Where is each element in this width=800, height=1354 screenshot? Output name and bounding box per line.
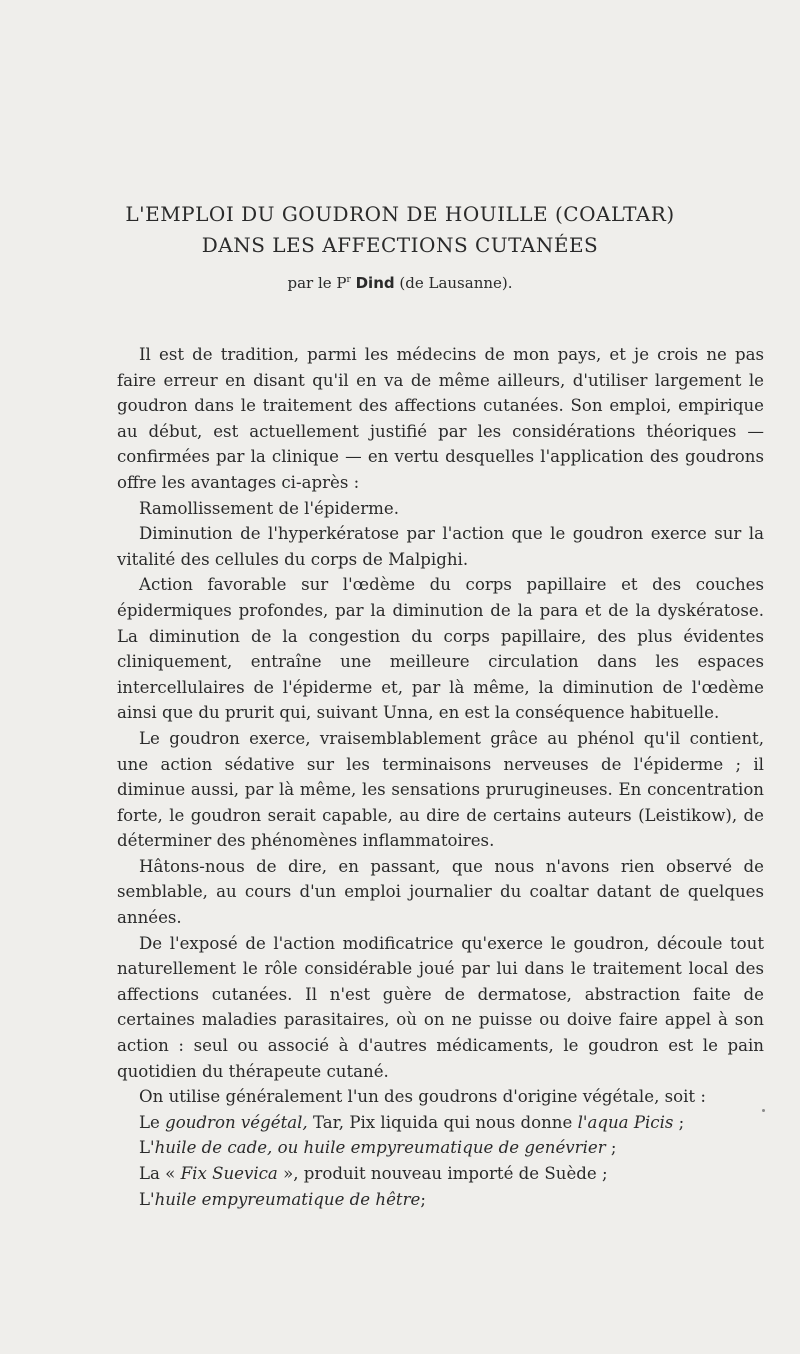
- paragraph: Le goudron exerce, vraisemblablement grâce au phénol qu'il contient, une action sédative sur les terminaisons nerveuses de l'épiderme ; il diminue aussi, par là même, les sensations prurugineuses. En concentration forte, le goudron serait capable, au dire de certains auteurs (Leistikow), de déterminer des phénomènes inflammatoires.: [117, 728, 764, 851]
- paragraph: Hâtons-nous de dire, en passant, que nous n'avons rien observé de semblable, au cours d'un emploi journalier du coaltar datant de quelques années.: [117, 856, 764, 928]
- paragraph: Diminution de l'hyperkératose par l'action que le goudron exerce sur la vitalité des cellules du corps de Malpighi.: [117, 524, 764, 569]
- paragraph: On utilise généralement l'un des goudrons d'origine végétale, soit :: [139, 1087, 706, 1107]
- paragraph: Action favorable sur l'œdème du corps papillaire et des couches épidermiques profondes, par la diminution de la para et de la dyskératose. La diminution de la congestion du corps papillaire, des plus évidentes cliniquement, entraîne une meilleure circulation dans les espaces intercellulaires de l'épiderme et, par là même, la diminution de l'œdème ainsi que du prurit qui, suivant Unna, en est la conséquence habituelle.: [117, 575, 764, 723]
- list-item: L'huile empyreumatique de hêtre;: [139, 1189, 426, 1209]
- list-item: La « Fix Suevica », produit nouveau importé de Suède ;: [139, 1164, 608, 1183]
- paragraph: Il est de tradition, parmi les médecins de mon pays, et je crois ne pas faire erreur en disant qu'il en va de même ailleurs, d'utiliser largement le goudron dans le traitement des affections cutanées. Son emploi, empirique au début, est actuellement justifié par les considérations théoriques — confirmées par la clinique — en vertu desquelles l'application des goudrons offre les avantages ci-après :: [117, 345, 764, 492]
- paragraph: Ramollissement de l'épiderme.: [139, 498, 399, 518]
- paper-speck: [762, 1109, 765, 1112]
- paragraph: De l'exposé de l'action modificatrice qu'exerce le goudron, découle tout naturellement le rôle considérable joué par lui dans le traitement local des affections cutanées. Il n'est guère de dermatose, abstraction faite de certaines maladies parasitaires, où on ne puisse ou doive faire appel à son action : seul ou associé à d'autres médicaments, le goudron est le pain quotidien du thérapeute cutané.: [117, 933, 764, 1081]
- byline-title-sup: r: [346, 275, 351, 285]
- article-title-line-1: L'EMPLOI DU GOUDRON DE HOUILLE (COALTAR): [125, 202, 675, 226]
- article-title-line-2: DANS LES AFFECTIONS CUTANÉES: [201, 233, 599, 257]
- byline-prefix: par le P: [287, 274, 347, 292]
- article-body: [117, 342, 764, 1212]
- byline: [0, 268, 800, 295]
- list-item: Le goudron végétal, Tar, Pix liquida qui nous donne l'aqua Picis ;: [139, 1112, 685, 1132]
- list-item: L'huile de cade, ou huile empyreumatique de genévrier ;: [139, 1138, 617, 1158]
- author-name: Dind: [355, 274, 395, 292]
- byline-suffix: (de Lausanne).: [394, 274, 513, 292]
